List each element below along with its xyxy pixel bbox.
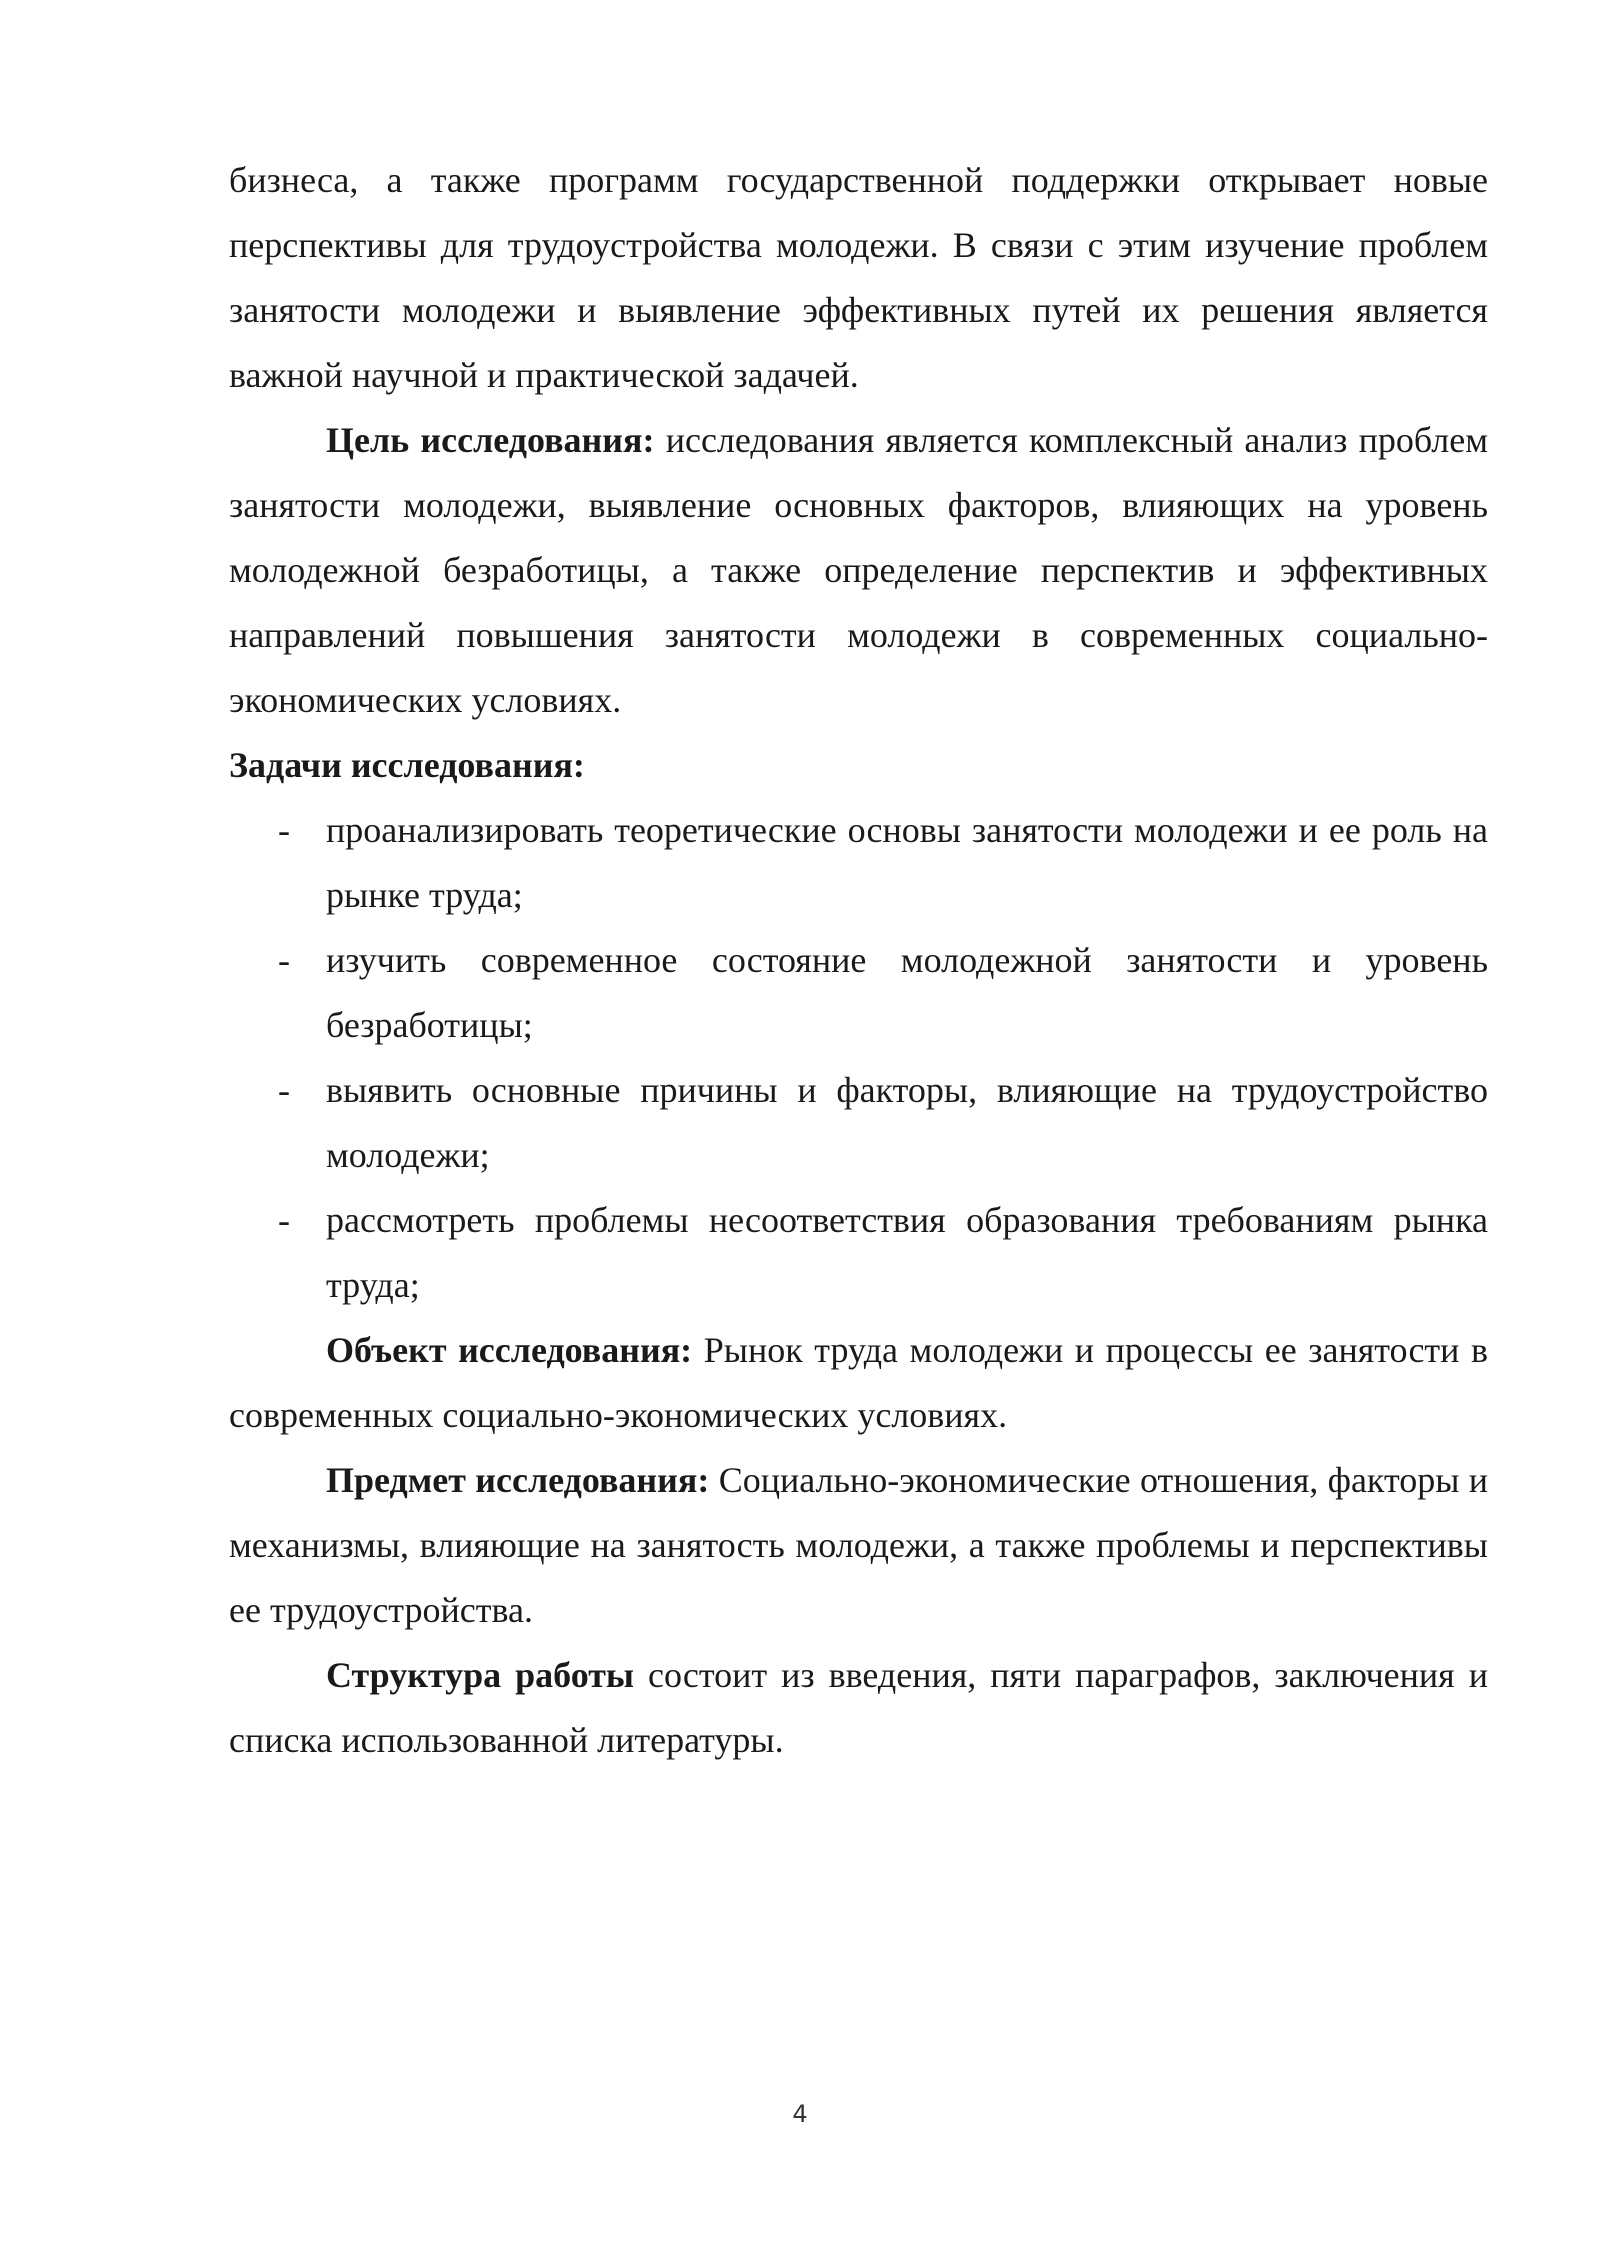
list-item [229, 1188, 1488, 1318]
structure-label: Структура работы [326, 1655, 635, 1695]
object-paragraph [229, 1318, 1488, 1448]
structure-text: состоит из введения, пяти параграфов, заключения и списка использованной литературы. [229, 1655, 1489, 1760]
list-item [229, 1058, 1488, 1188]
goal-text: исследования является комплексный анализ проблем занятости молодежи, выявление основных факторов, влияющих на уровень молодежной безработицы, а также определение перспектив и эффективных направлений повышения занятости молодежи в современных социально-экономических условиях. [229, 420, 1488, 720]
goal-paragraph [229, 408, 1488, 733]
object-text: Рынок труда молодежи и процессы ее занятости в современных социально-экономических условиях. [229, 1330, 1488, 1435]
task-text: рассмотреть проблемы несоответствия образования требованиям рынка труда; [326, 1200, 1488, 1305]
subject-paragraph [229, 1448, 1488, 1643]
object-label: Объект исследования: [326, 1330, 693, 1370]
structure-paragraph [229, 1643, 1488, 1773]
task-text: проанализировать теоретические основы занятости молодежи и ее роль на рынке труда; [326, 810, 1488, 915]
page-content [229, 148, 1488, 1773]
list-item [229, 798, 1488, 928]
subject-label: Предмет исследования: [326, 1460, 710, 1500]
tasks-list [229, 798, 1488, 1318]
list-bullet: - [278, 940, 290, 980]
intro-text: бизнеса, а также программ государственной поддержки открывает новые перспективы для трудоустройства молодежи. В связи с этим изучение проблем занятости молодежи и выявление эффективных путей их решения является важной научной и практической задачей. [229, 160, 1488, 395]
page-number: 4 [792, 2100, 808, 2128]
intro-paragraph [229, 148, 1488, 408]
tasks-heading: Задачи исследования: [229, 745, 585, 785]
subject-text: Социально-экономические отношения, факторы и механизмы, влияющие на занятость молодежи, а также проблемы и перспективы ее трудоустройства. [229, 1460, 1488, 1630]
goal-label: Цель исследования: [326, 420, 655, 460]
list-bullet: - [278, 810, 290, 850]
task-text: изучить современное состояние молодежной занятости и уровень безработицы; [326, 940, 1488, 1045]
list-bullet: - [278, 1200, 290, 1240]
list-bullet: - [278, 1070, 290, 1110]
task-text: выявить основные причины и факторы, влияющие на трудоустройство молодежи; [326, 1070, 1488, 1175]
list-item [229, 928, 1488, 1058]
